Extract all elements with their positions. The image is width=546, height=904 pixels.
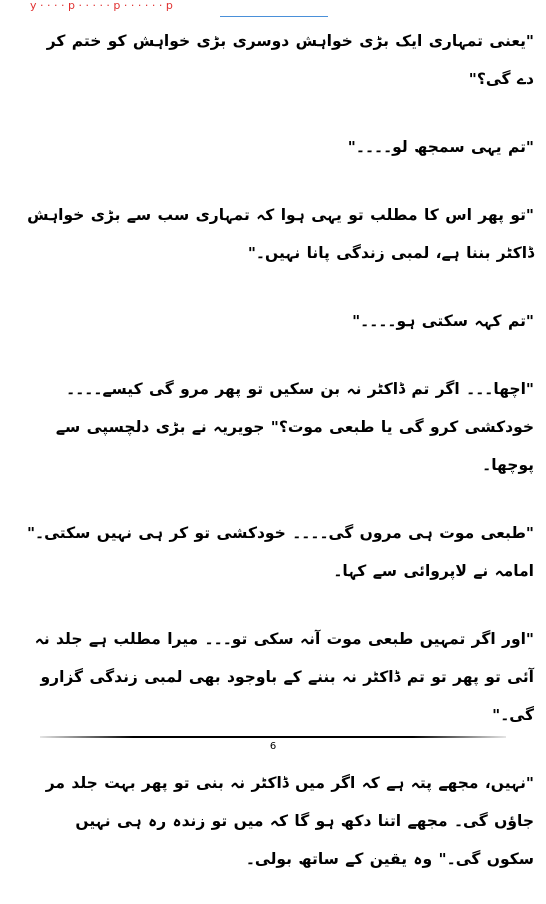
paragraph: "تم یہی سمجھ لو۔۔۔۔"	[347, 138, 534, 156]
header-rule	[220, 16, 328, 17]
footer-rule	[40, 736, 506, 738]
paragraph: "نہیں، مجھے پتہ ہے کہ اگر میں ڈاکٹر نہ بنی تو پھر بہت جلد مر جاؤں گی۔ مجھے اتنا دکھ ہو گا کہ میں تو زندہ رہ ہی نہیں سکوں گی۔" وہ یقین کے ساتھ بولی۔	[45, 774, 534, 868]
paragraph: "یعنی تمہاری ایک بڑی خواہش دوسری بڑی خواہش کو ختم کر دے گی؟"	[46, 32, 534, 88]
page-number: 6	[269, 741, 277, 752]
paragraph: "تم کہہ سکتی ہو۔۔۔۔"	[352, 312, 534, 330]
paragraph: "اچھا۔۔۔ اگر تم ڈاکٹر نہ بن سکیں تو پھر مرو گی کیسے۔۔۔۔ خودکشی کرو گی یا طبعی موت؟" جویریہ نے بڑی دلچسپی سے پوچھا۔	[55, 380, 534, 474]
page-body	[24, 22, 534, 904]
paragraph: "طبعی موت ہی مروں گی۔۔۔۔ خودکشی تو کر ہی نہیں سکتی۔" امامہ نے لاپروائی سے کہا۔	[26, 524, 534, 580]
paragraph: "تو پھر اس کا مطلب تو یہی ہوا کہ تمہاری سب سے بڑی خواہش ڈاکٹر بننا ہے، لمبی زندگی پانا نہیں۔"	[27, 206, 534, 262]
header-fragment: y · · · · p · · · · · p · · · · · · p	[30, 0, 173, 12]
paragraph: "اور اگر تمہیں طبعی موت آنہ سکی تو۔۔۔ میرا مطلب ہے جلد نہ آئی تو پھر تو تم ڈاکٹر نہ بننے کے باوجود بھی لمبی زندگی گزارو گی۔"	[34, 630, 534, 724]
